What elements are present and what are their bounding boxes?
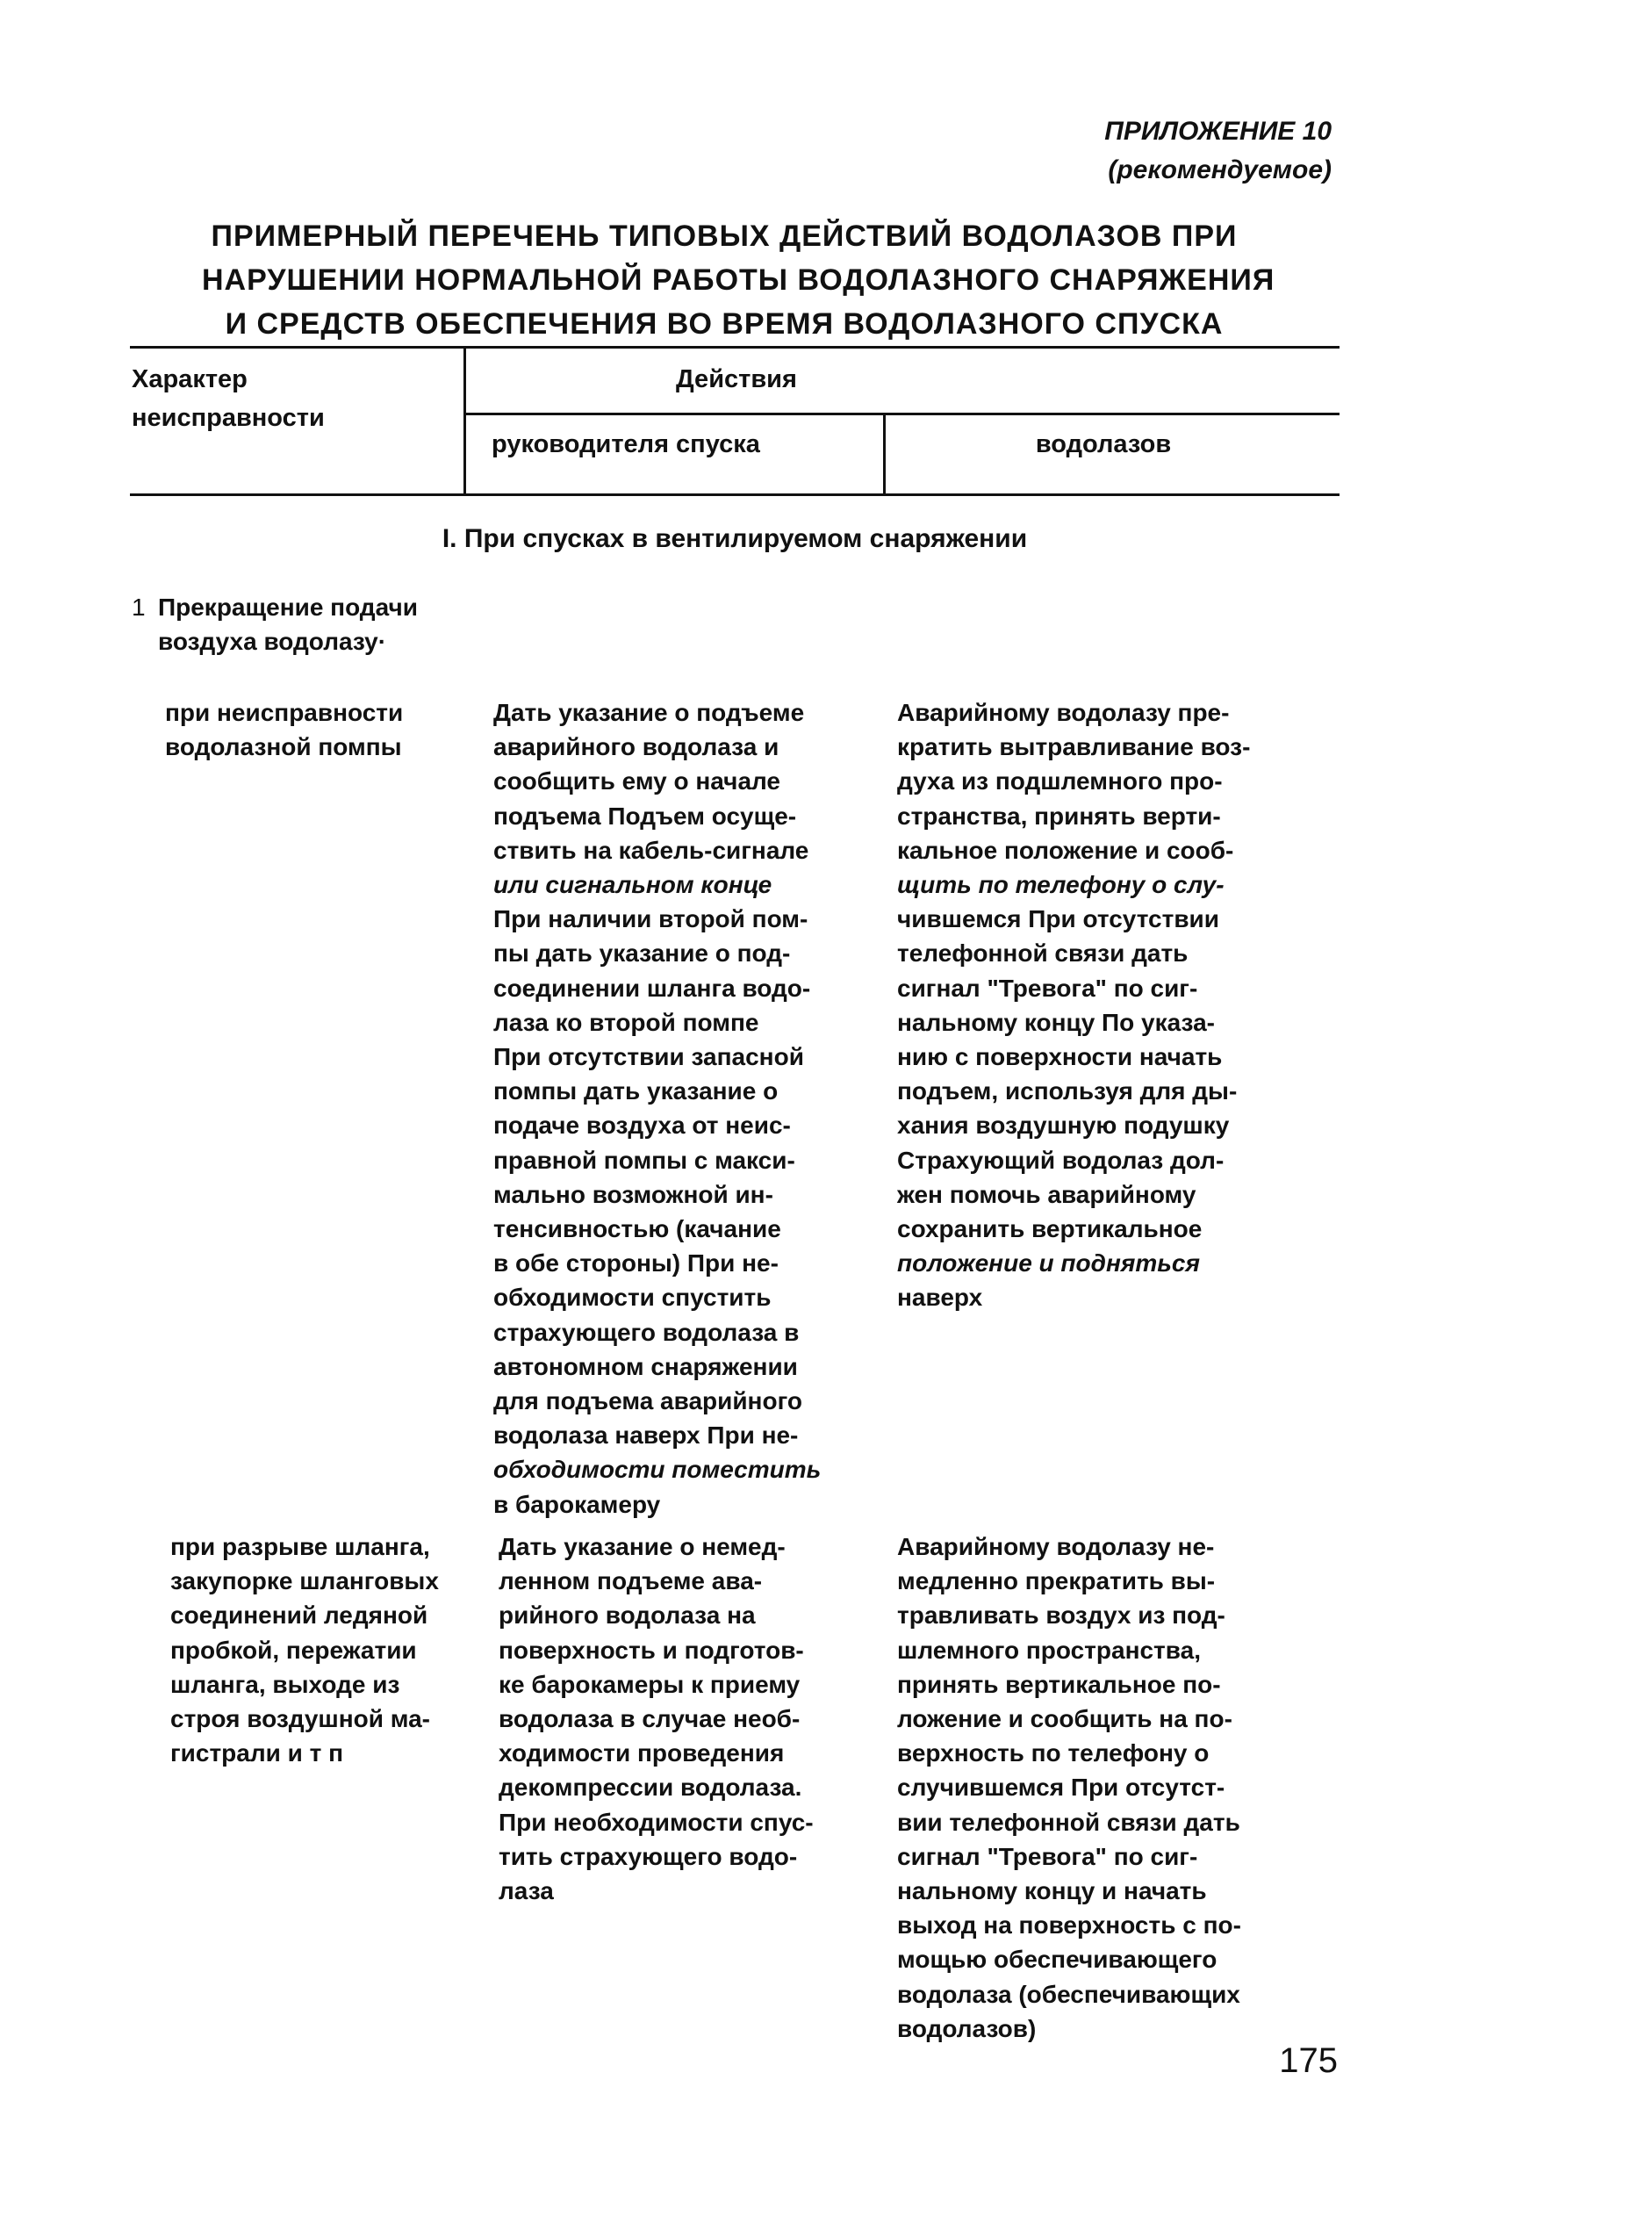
appendix-note: (рекомендуемое) bbox=[1108, 155, 1332, 184]
table-top-rule bbox=[130, 346, 1340, 349]
actions-subheader-rule bbox=[465, 413, 1340, 415]
item-title: Прекращение подачи воздуха водолазу· bbox=[158, 594, 418, 656]
header-supervisor: руководителя спуска bbox=[492, 430, 760, 458]
header-divers: водолазов bbox=[1035, 430, 1172, 458]
row-2-supervisor-actions: Дать указание о немед- ленном подъеме ава- рийного водолаза на поверхность и подготов- ке барокамеры к приему водолаза в случае необ- ходимости проведения декомпрессии водолаза. При необходимости спус- тить страхующего водо- лаза bbox=[499, 1533, 814, 1905]
row-2-divers-actions: Аварийному водолазу не- медленно прекратить вы- травливать воздух из под- шлемного пространства, принять вертикальное по- ложение и сообщить на по- верхность по телефону о случившемся При отсутст- вии телефонной связи дать сигнал "Тревога" по сиг- нальному концу и начать выход на поверхность с по- мощью обеспечивающего водолаза (обеспечивающих водолазов) bbox=[897, 1533, 1241, 2042]
section-title: I. При спусках в вентилируемом снаряжении bbox=[442, 524, 1028, 553]
row-1-supervisor-actions: Дать указание о подъеме аварийного водолаза и сообщить ему о начале подъема Подъем осуще- ствить на кабель-сигнале или сигнальном конце При наличии второй пом- пы дать указание о под- соединении шланга водо- лаза ко второй помпе При отсутствии запасной помпы дать указание о подаче воздуха от неис- правной помпы с макси- мально возможной ин- тенсивностью (качание в обе стороны) При не- обходимости спустить страхующего водолаза в автономном снаряжении для подъема аварийного водолаза наверх При не- обходимости поместить в барокамеру bbox=[493, 699, 822, 1518]
appendix-label bbox=[805, 112, 1332, 190]
row-1-divers-actions: Аварийному водолазу пре- кратить вытравливание воз- духа из подшлемного про- странства, принять верти- кальное положение и сооб- щить по телефону о слу- чившемся При отсутствии телефонной связи дать сигнал "Тревога" по сиг- нальному концу По указа- нию с поверхности начать подъем, используя для ды- хания воздушную подушку Страхующий водолаз дол- жен помочь аварийному сохранить вертикальное положение и подняться наверх bbox=[897, 699, 1251, 1312]
row-2-fault: при разрыве шланга, закупорке шланговых соединений ледяной пробкой, пережатии шланга, выходе из строя воздушной ма- гистрали и т п bbox=[170, 1533, 439, 1767]
title-line: ПРИМЕРНЫЙ ПЕРЕЧЕНЬ ТИПОВЫХ ДЕЙСТВИЙ ВОДОЛАЗОВ ПРИ bbox=[211, 220, 1238, 253]
title-line: И СРЕДСТВ ОБЕСПЕЧЕНИЯ ВО ВРЕМЯ ВОДОЛАЗНОГО СПУСКА bbox=[225, 307, 1224, 341]
appendix-number: ПРИЛОЖЕНИЕ 10 bbox=[1104, 117, 1332, 146]
item-number: 1 bbox=[132, 594, 146, 621]
page-number: 175 bbox=[1279, 2041, 1338, 2080]
header-actions: Действия bbox=[676, 365, 797, 393]
document-title bbox=[202, 214, 1275, 346]
title-line: НАРУШЕНИИ НОРМАЛЬНОЙ РАБОТЫ ВОДОЛАЗНОГО СНАРЯЖЕНИЯ bbox=[202, 263, 1275, 297]
header-fault-nature: Характер неисправности bbox=[132, 365, 325, 432]
table-header-bottom-rule bbox=[130, 493, 1340, 496]
row-1-fault: при неисправности водолазной помпы bbox=[165, 699, 404, 761]
